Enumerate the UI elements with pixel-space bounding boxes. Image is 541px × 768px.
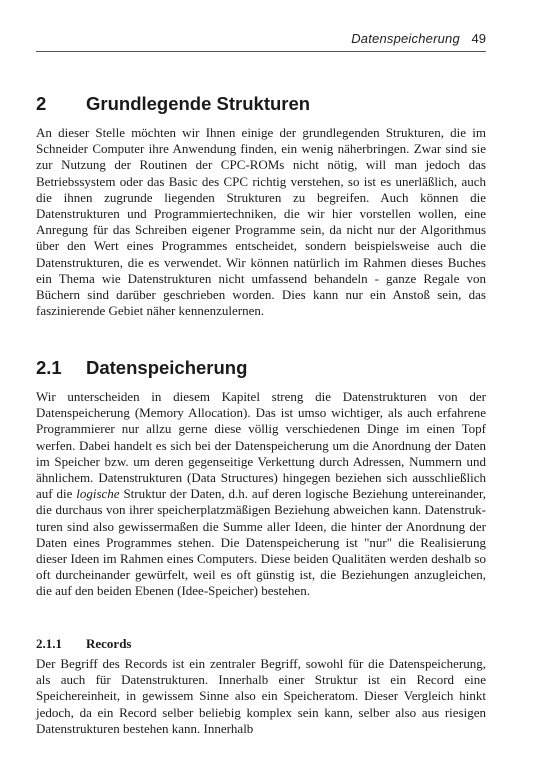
section-paragraph-text-b: Struktur der Daten, d.h. auf deren logische Beziehung untereinander, die durchaus von ihrer speicherplatzmäßigen Beziehung abweichen kann. Datenstrukturen sind also gewissermaßen die Summe aller Ideen, die hinter der Anordnung der Daten eines Programmes stehen. Die Datenspeicherung ist "nur" die Realisierung dieser Ideen im Rahmen eines Computers. Diese beiden Qualitäten werden deshalb so oft durcheinander gewürfelt, weil es oft günstig ist, die Beziehungen anzugleichen, die auf den beiden Ebenen (Idee-Speicher) bestehen. (36, 486, 487, 599)
section-paragraph-text-a: Wir unterscheiden in diesem Kapitel streng die Datenstrukturen von der Datenspeicherung (Memory Allocation). Das ist umso wichtiger, als auch erfahrene Programmierer nur allzu gerne diese völlig verschiedenen Dinge im einen Topf werfen. Dabei handelt es sich bei der Datenspeicherung um die Anordnung der Daten im Speicher bzw. um deren gegenseitige Verkettung durch Adressen, Nummern und ähnlichem. Datenstrukturen (Data Structures) hingegen beziehen sich ausschließlich auf die (36, 389, 486, 502)
section-paragraph (36, 389, 486, 600)
section-heading (36, 357, 247, 379)
intro-paragraph: An dieser Stelle möchten wir Ihnen einige der grundlegenden Strukturen, die im Schneider Computer ihre Anwendung finden, ein wenig näherbringen. Zwar sind sie zur Nutzung der Routinen der CPC-ROMs nicht nötig, will man jedoch das Betriebssystem oder das Basic des CPC richtig verstehen, so ist es unerläßlich, auch die ihnen zugrunde liegenden Strukturen zu begreifen. Auch können die Datenstrukturen und Programmiertechniken, die wir hier vorstellen wollen, eine Anregung für das Schreiben eigener Programme sein, da nicht nur der Algorithmus über den Wert eines Programmes entscheidet, sondern beispielsweise auch die Datenstrukturen, die es verwendet. Wir können natürlich im Rahmen dieses Buches ein Thema wie Datenstrukturen nicht umfassend behandeln - ganze Regale von Büchern sind darüber geschrieben worden. Dies kann nur ein Anstoß sein, das faszinierende Gebiet näher kennenzulernen. (36, 125, 486, 319)
header-rule (36, 51, 486, 52)
records-paragraph: Der Begriff des Records ist ein zentraler Begriff, sowohl für die Datenspeicherung, als auch für Datenstrukturen. Innerhalb einer Struktur ist ein Record eine Speichereinheit, in gewissem Sinne also ein Speicheratom. Dieser Vergleich hinkt jedoch, da ein Record selber beliebig komplex sein kann, selber also aus riesigen Datenstrukturen bestehen kann. Innerhalb (36, 656, 486, 736)
chapter-heading (36, 93, 310, 115)
subsection-heading (36, 636, 132, 652)
italic-term: logische (76, 486, 120, 502)
running-head (36, 31, 486, 49)
subsection-title: Records (86, 636, 132, 651)
page-number: 49 (471, 31, 486, 46)
chapter-number: 2 (36, 93, 47, 114)
section-number: 2.1 (36, 357, 62, 378)
section-title: Datenspeicherung (86, 357, 248, 378)
running-head-title: Datenspeicherung (351, 31, 460, 46)
chapter-title: Grundlegende Strukturen (86, 93, 311, 114)
subsection-number: 2.1.1 (36, 636, 62, 651)
